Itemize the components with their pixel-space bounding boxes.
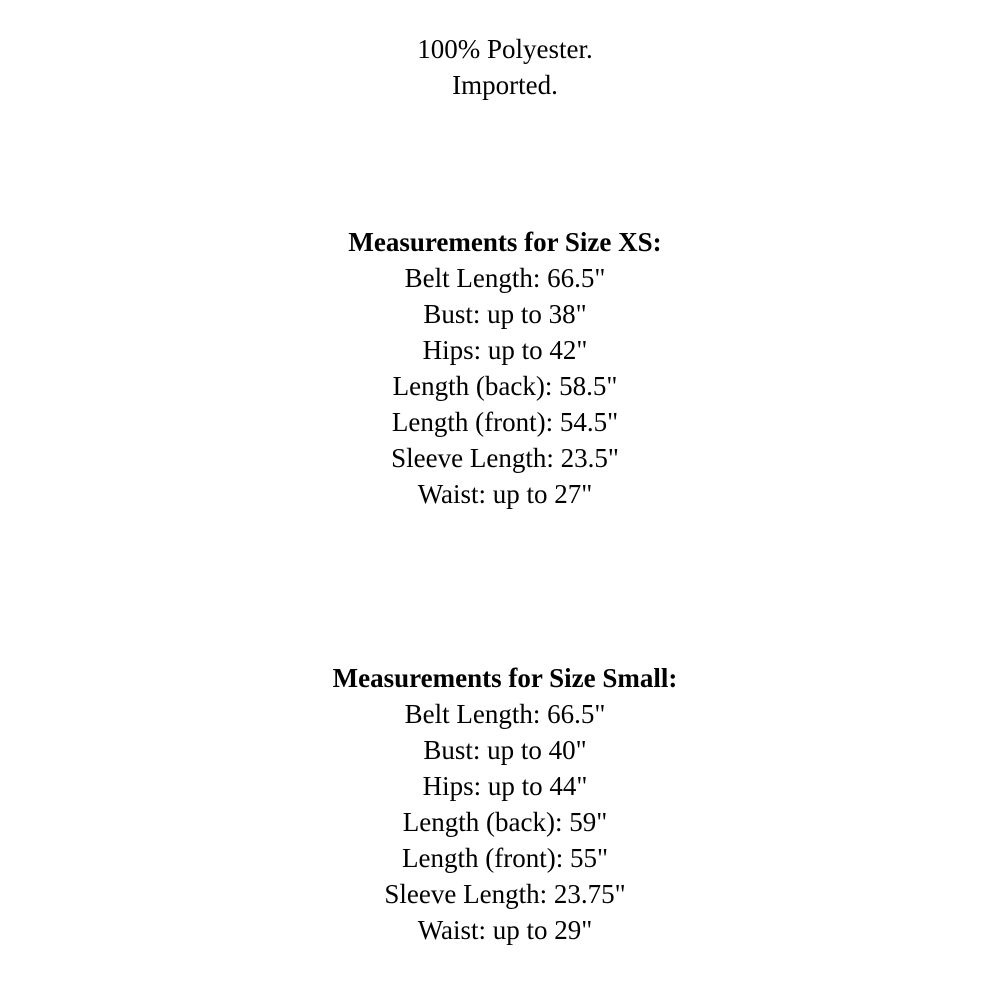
size-small-length-front: Length (front): 55" (402, 843, 608, 873)
size-xs-length-back: Length (back): 58.5" (392, 371, 618, 401)
size-small-belt-length: Belt Length: 66.5" (404, 699, 606, 729)
size-xs-sleeve-length: Sleeve Length: 23.5" (391, 443, 619, 473)
size-small-sleeve-length: Sleeve Length: 23.75" (384, 879, 626, 909)
size-small-length-back: Length (back): 59" (402, 807, 608, 837)
size-xs-hips: Hips: up to 42" (422, 335, 588, 365)
size-xs-heading: Measurements for Size XS: (348, 227, 662, 257)
size-small-waist: Waist: up to 29" (417, 915, 593, 945)
size-small-heading: Measurements for Size Small: (332, 663, 678, 693)
size-xs-belt-length: Belt Length: 66.5" (404, 263, 606, 293)
size-xs-bust: Bust: up to 38" (423, 299, 587, 329)
size-xs-length-front: Length (front): 54.5" (391, 407, 619, 437)
size-small-bust: Bust: up to 40" (423, 735, 587, 765)
measurements-size-xs (0, 224, 1000, 512)
measurements-size-small (0, 660, 1000, 948)
size-small-hips: Hips: up to 44" (422, 771, 588, 801)
size-xs-waist: Waist: up to 27" (417, 479, 593, 509)
material-text: 100% Polyester. (417, 34, 593, 64)
material-info (0, 31, 1000, 103)
origin-text: Imported. (452, 70, 558, 100)
